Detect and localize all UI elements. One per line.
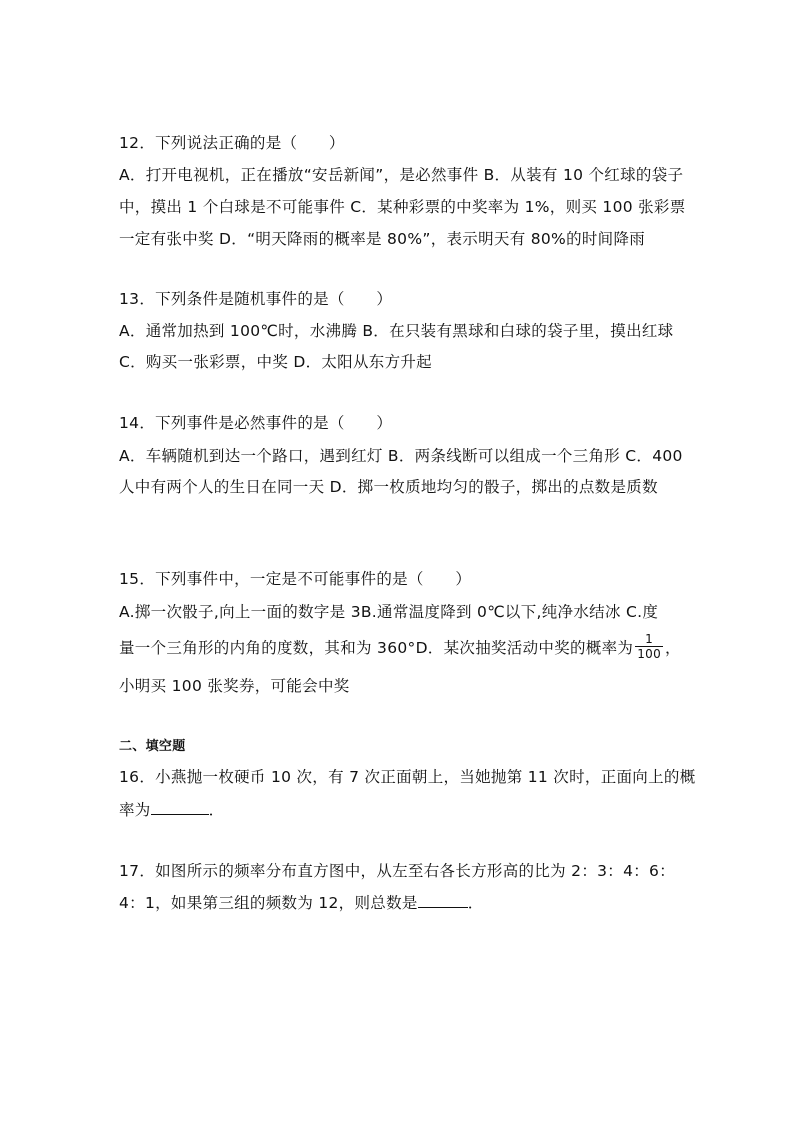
q15-line-2 bbox=[119, 634, 681, 663]
q17-line-2 bbox=[119, 893, 484, 913]
q14-line-2: 人中有两个人的生日在同一天 D．掷一枚质地均匀的骰子，掷出的点数是质数 bbox=[119, 478, 658, 496]
q15-line-2-comma: ， bbox=[665, 639, 681, 657]
q14-stem: 14．下列事件是必然事件的是（ ） bbox=[119, 414, 393, 432]
q15-line-1: A.掷一次骰子,向上一面的数字是 3B.通常温度降到 0℃以下,纯净水结冰 C.度 bbox=[119, 603, 659, 621]
q12-line-2: 中，摸出 1 个白球是不可能事件 C．某种彩票的中奖率为 1%，则买 100 张彩票 bbox=[119, 198, 686, 216]
q17-line-2-period: ． bbox=[467, 894, 484, 912]
q15-stem: 15．下列事件中，一定是不可能事件的是（ ） bbox=[119, 570, 472, 588]
q15-line-2-text: 量一个三角形的内角的度数，其和为 360°D．某次抽奖活动中奖的概率为 bbox=[119, 639, 634, 657]
q15-line-3: 小明买 100 张奖券，可能会中奖 bbox=[119, 677, 350, 695]
q16-line-2-period: ． bbox=[208, 801, 225, 819]
section-heading-fill-in: 二、填空题 bbox=[119, 739, 186, 754]
q14-line-1: A．车辆随机到达一个路口，遇到红灯 B．两条线断可以组成一个三角形 C．400 bbox=[119, 447, 683, 465]
q12-line-3: 一定有张中奖 D．“明天降雨的概率是 80%”，表示明天有 80%的时间降雨 bbox=[119, 230, 646, 248]
q17-line-1: 17．如图所示的频率分布直方图中，从左至右各长方形高的比为 2：3：4：6： bbox=[119, 862, 675, 880]
fraction-numerator: 1 bbox=[635, 632, 663, 647]
probability-fraction bbox=[635, 632, 663, 661]
q13-line-2: C．购买一张彩票，中奖 D．太阳从东方升起 bbox=[119, 353, 432, 371]
q17-line-2-text: 4：1，如果第三组的频数为 12，则总数是 bbox=[119, 894, 418, 912]
fraction-denominator: 100 bbox=[637, 647, 662, 661]
q16-line-1: 16．小燕抛一枚硬币 10 次，有 7 次正面朝上，当她抛第 11 次时，正面向上的概 bbox=[119, 768, 696, 786]
q12-line-1: A．打开电视机，正在播放“安岳新闻”，是必然事件 B．从装有 10 个红球的袋子 bbox=[119, 166, 684, 184]
q16-line-2-text: 率为 bbox=[119, 801, 151, 819]
q16-line-2 bbox=[119, 800, 224, 820]
q13-line-1: A．通常加热到 100℃时，水沸腾 B．在只装有黑球和白球的袋子里，摸出红球 bbox=[119, 322, 674, 340]
q13-stem: 13．下列条件是随机事件的是（ ） bbox=[119, 290, 393, 308]
answer-blank bbox=[418, 893, 468, 908]
q12-stem: 12．下列说法正确的是（ ） bbox=[119, 134, 345, 152]
answer-blank bbox=[151, 800, 209, 815]
